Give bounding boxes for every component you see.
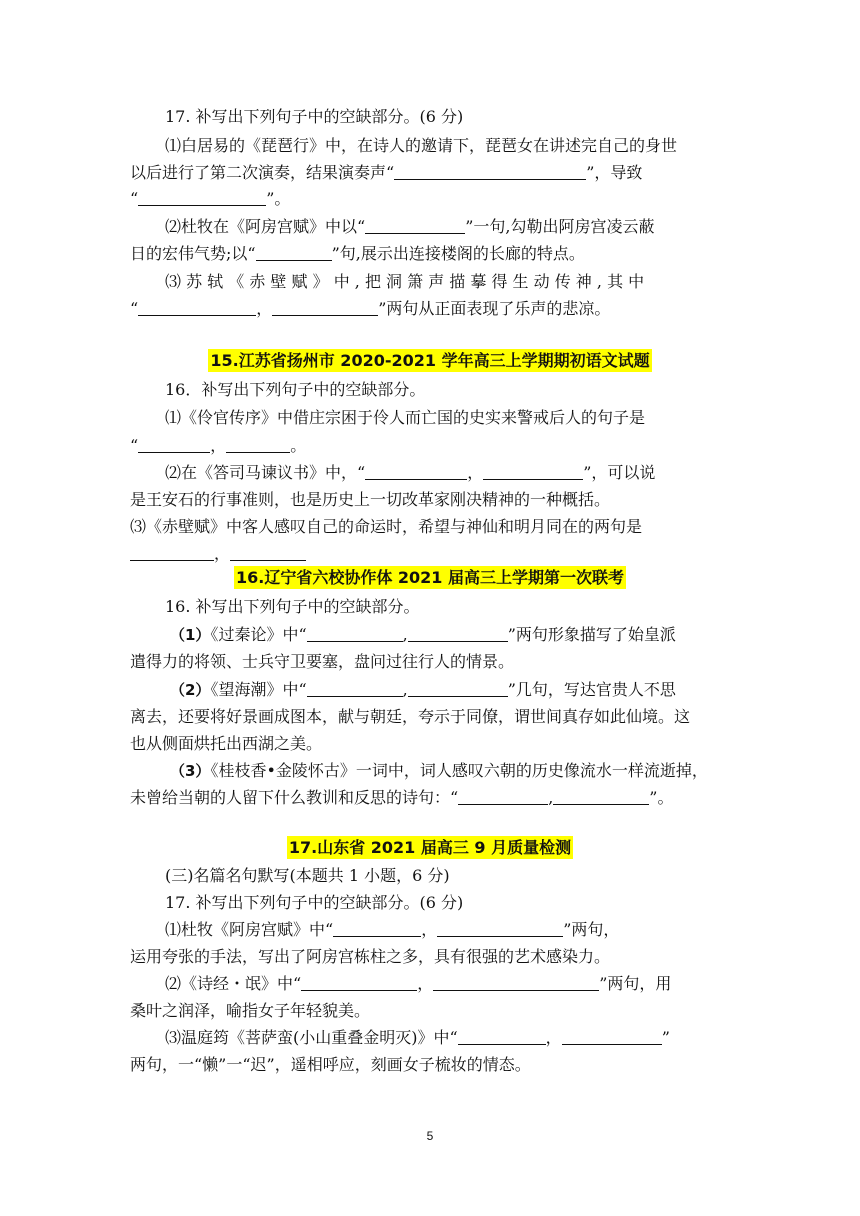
question-title: 16. 补写出下列句子中的空缺部分。: [165, 597, 420, 616]
answer-blank[interactable]: [307, 680, 403, 697]
question-line: （1）《过秦论》中“ , ”两句形象描写了始皇派: [170, 625, 676, 644]
question-line: ⑵在《答司马谏议书》中，“ ， ”，可以说: [165, 463, 656, 482]
answer-blank[interactable]: [226, 436, 290, 453]
question-line: （3）《桂枝香•金陵怀古》一词中，词人感叹六朝的历史像流水一样流逝掉，: [170, 761, 708, 780]
section-subtitle: (三)名篇名句默写(本题共 1 小题，6 分): [165, 866, 450, 885]
section-heading: 16.辽宁省六校协作体 2021 届高三上学期第一次联考: [235, 568, 625, 587]
question-line: 运用夸张的手法，写出了阿房宫栋柱之多，具有很强的艺术感染力。: [130, 947, 611, 966]
question-line: ⑶ 苏 轼 《 赤 壁 赋 》 中 , 把 洞 箫 声 描 摹 得 生 动 传 神 , 其 中: [165, 272, 645, 291]
question-line: “ ， 。: [130, 436, 307, 455]
question-line: 两句，一“懒”一“迟”，遥相呼应，刻画女子梳妆的情态。: [130, 1055, 531, 1074]
section-heading: 15.江苏省扬州市 2020-2021 学年高三上学期期初语文试题: [210, 351, 650, 370]
answer-blank[interactable]: [365, 217, 465, 234]
question-line: ⑶温庭筠《菩萨蛮(小山重叠金明灭)》中“ ， ”: [165, 1028, 670, 1047]
question-line: 也从侧面烘托出西湖之美。: [130, 734, 323, 753]
question-line: ⑵杜牧在《阿房宫赋》中以“ ”一句,勾勒出阿房宫凌云蔽: [165, 217, 655, 236]
section-heading: 17.山东省 2021 届高三 9 月质量检测: [288, 838, 572, 857]
answer-blank[interactable]: [301, 974, 417, 991]
question-line: 桑叶之润泽，喻指女子年轻貌美。: [130, 1001, 371, 1020]
answer-blank[interactable]: [408, 680, 508, 697]
question-line: ，: [130, 543, 730, 565]
question-line: （2）《望海潮》中“ , ”几句，写达官贵人不思: [170, 680, 676, 699]
answer-blank[interactable]: [562, 1028, 662, 1045]
page-number: 5: [426, 1129, 434, 1143]
question-line: ⑴《伶官传序》中借庄宗困于伶人而亡国的史实来警戒后人的句子是: [165, 408, 646, 427]
answer-blank[interactable]: [138, 299, 256, 316]
question-line: “ ”。: [130, 189, 291, 208]
answer-blank[interactable]: [130, 544, 214, 561]
question-line: 日的宏伟气势;以“ ”句,展示出连接楼阁的长廊的特点。: [130, 244, 585, 263]
answer-blank[interactable]: [394, 163, 586, 180]
answer-blank[interactable]: [458, 788, 548, 805]
question-line: 离去，还要将好景画成图本，献与朝廷，夸示于同僚，谓世间真存如此仙境。这: [130, 707, 691, 726]
answer-blank[interactable]: [408, 625, 508, 642]
question-line: ⑵《诗经・氓》中“ ， ”两句，用: [165, 974, 672, 993]
question-line: 遣得力的将领、士兵守卫要塞，盘问过往行人的情景。: [130, 652, 515, 671]
question-line: ⑶《赤壁赋》中客人感叹自己的命运时，希望与神仙和明月同在的两句是: [130, 517, 643, 536]
answer-blank[interactable]: [437, 920, 563, 937]
question-line: ⑴杜牧《阿房宫赋》中“ ， ”两句，: [165, 920, 620, 939]
question-line: ⑴白居易的《琵琶行》中，在诗人的邀请下，琵琶女在讲述完自己的身世: [165, 136, 678, 155]
answer-blank[interactable]: [138, 189, 266, 206]
answer-blank[interactable]: [307, 625, 403, 642]
question-title: 17. 补写出下列句子中的空缺部分。(6 分): [165, 893, 464, 912]
answer-blank[interactable]: [433, 974, 599, 991]
answer-blank[interactable]: [553, 788, 649, 805]
answer-blank[interactable]: [256, 244, 332, 261]
answer-blank[interactable]: [365, 463, 467, 480]
question-title: 17. 补写出下列句子中的空缺部分。(6 分): [165, 107, 464, 126]
question-line: 是王安石的行事准则，也是历史上一切改革家刚决精神的一种概括。: [130, 490, 611, 509]
answer-blank[interactable]: [483, 463, 583, 480]
answer-blank[interactable]: [230, 544, 306, 561]
answer-blank[interactable]: [272, 299, 378, 316]
question-line: “ ， ”两句从正面表现了乐声的悲凉。: [130, 299, 611, 318]
question-line: 未曾给当朝的人留下什么教训和反思的诗句：“ , ”。: [130, 788, 674, 807]
question-line: 以后进行了第二次演奏，结果演奏声“ ”，导致: [130, 163, 643, 182]
answer-blank[interactable]: [458, 1028, 546, 1045]
answer-blank[interactable]: [333, 920, 421, 937]
answer-blank[interactable]: [138, 436, 210, 453]
question-title: 16．补写出下列句子中的空缺部分。: [165, 380, 426, 399]
